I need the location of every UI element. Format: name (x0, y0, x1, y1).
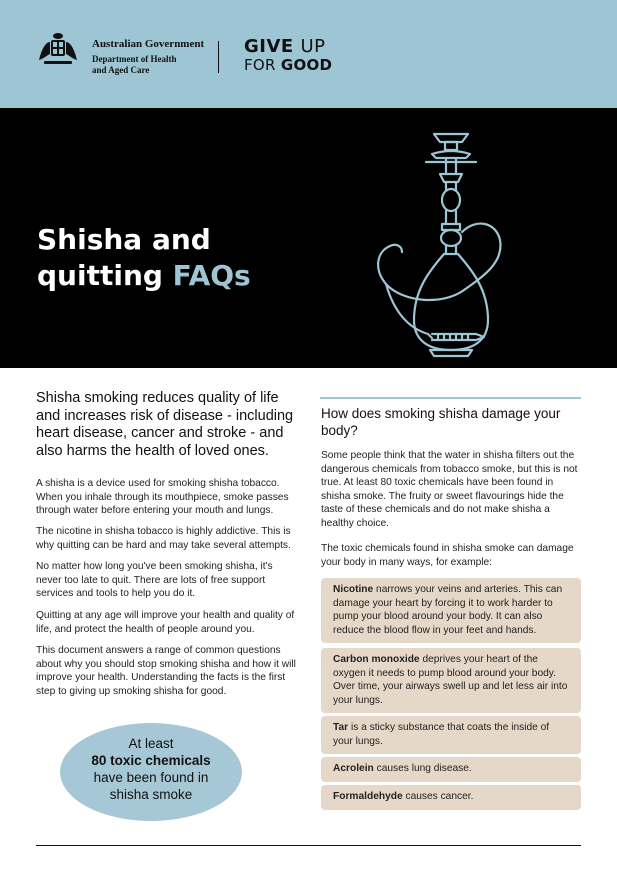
page-title (37, 222, 251, 294)
chemical-description: causes cancer. (402, 791, 474, 802)
hookah-illustration-icon (372, 128, 512, 364)
chemical-card-carbon-monoxide (321, 648, 581, 713)
coat-of-arms-icon (36, 30, 80, 68)
chemical-term: Tar (333, 722, 349, 733)
brand-good: GOOD (280, 56, 333, 74)
section-rule (320, 397, 581, 399)
chemical-card-formaldehyde (321, 785, 581, 810)
faq-paragraph-1: Some people think that the water in shisha filters out the dangerous chemicals from tobacco smoke, but this is not true. At least 80 toxic chemicals have been found in shisha smoke. The fruity or sweet flavourings hide the taste of these chemicals and do not make shisha a healthy choice. (321, 450, 578, 529)
chemical-card-acrolein (321, 757, 581, 782)
department-line-1: Department of Health (92, 54, 177, 64)
intro-paragraph-4: Quitting at any age will improve your health and quality of life, and protect the health of people around you. (36, 610, 295, 635)
chemical-term: Nicotine (333, 584, 374, 595)
gov-title: Australian Government (92, 38, 205, 50)
chemical-card-nicotine (321, 578, 581, 643)
title-accent: FAQs (172, 259, 251, 292)
toxic-chemicals-callout (60, 723, 242, 821)
header-band (0, 0, 617, 108)
chemical-card-tar (321, 716, 581, 754)
chemical-term: Carbon monoxide (333, 654, 420, 665)
intro-lead: Shisha smoking reduces quality of life and increases risk of disease - including heart disease, cancer and stroke - and also harms the health of loved ones. (36, 390, 294, 459)
chemical-description: causes lung disease. (373, 763, 472, 774)
callout-line-3: have been found in (93, 770, 209, 785)
give-up-for-good-logo (244, 38, 332, 74)
brand-for: FOR (244, 56, 276, 74)
government-wordmark (92, 38, 204, 76)
chemical-description: narrows your veins and arteries. This can damage your heart by forcing it to work harder to pump your blood around your body. It can also reduce the blood flow in your feet and hands. (333, 584, 563, 636)
callout-line-1: At least (128, 736, 174, 751)
intro-paragraph-3: No matter how long you've been smoking shisha, it's never too late to quit. There are lots of free support services and tools to help you do it. (36, 561, 273, 600)
chemical-description: is a sticky substance that coats the inside of your lungs. (333, 722, 550, 747)
callout-line-4: shisha smoke (109, 787, 193, 802)
intro-paragraph-1: A shisha is a device used for smoking shisha tobacco. When you inhale through its mouthpiece, smoke passes through water before entering your mouth and lungs. (36, 478, 289, 517)
title-line-2: quitting (37, 259, 163, 292)
title-line-1: Shisha and (37, 223, 211, 256)
chemical-term: Formaldehyde (333, 791, 403, 802)
department-line-2: and Aged Care (92, 65, 150, 75)
brand-give: GIVE (244, 36, 294, 57)
footer-rule (36, 845, 581, 846)
intro-paragraph-5: This document answers a range of common questions about why you should stop smoking shisha and how it will improve your health. Understanding the facts is the first step to giving up smoking shisha for good. (36, 645, 296, 697)
faq-paragraph-2: The toxic chemicals found in shisha smoke can damage your body in many ways, for example: (321, 543, 574, 568)
faq-heading: How does smoking shisha damage your body? (321, 406, 561, 438)
chemical-description: deprives your heart of the oxygen it needs to pump blood around your body. Over time, your airways swell up and let less air into your lungs. (333, 654, 568, 706)
hero-banner (0, 108, 617, 368)
chemical-term: Acrolein (333, 763, 374, 774)
logo-divider (218, 41, 219, 73)
intro-paragraph-2: The nicotine in shisha tobacco is highly addictive. This is why quitting can be hard and may take several attempts. (36, 526, 291, 551)
brand-up: UP (300, 36, 326, 57)
callout-line-2: 80 toxic chemicals (91, 753, 211, 768)
